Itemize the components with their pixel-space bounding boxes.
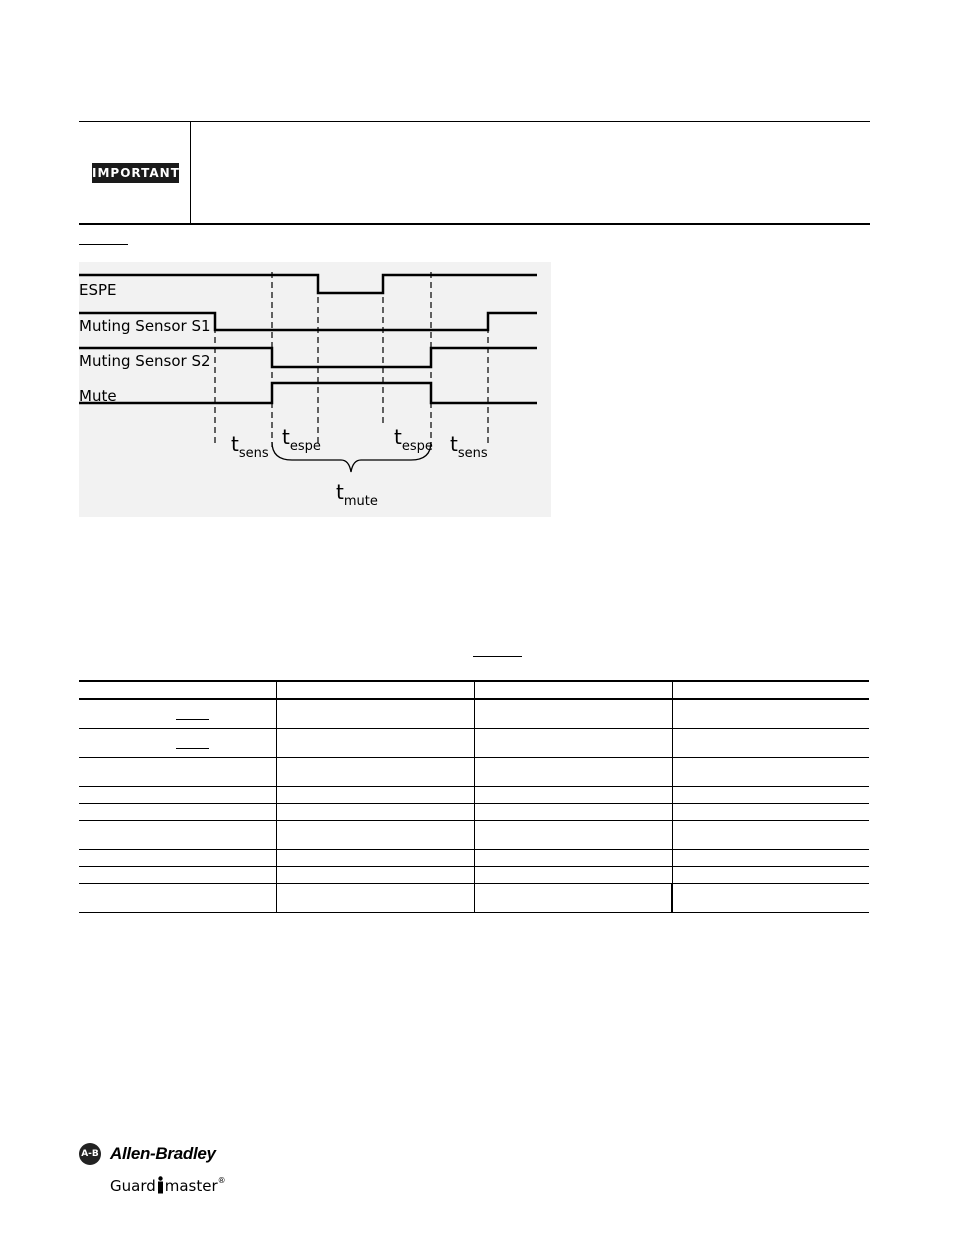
table-row [79,866,869,883]
table-cell [672,728,869,757]
table-row [79,786,869,803]
mute-waveform [79,383,537,403]
table-cell [276,757,474,786]
table-cell [276,849,474,866]
table-row [79,820,869,849]
table-row [79,849,869,866]
timing-diagram-svg [79,262,551,517]
figure-ref-underline [79,244,128,245]
table-cell [474,699,672,728]
signal-label-espe: ESPE [79,281,117,299]
table-row [79,803,869,820]
table-cell [474,883,672,912]
table-cell [474,786,672,803]
table-cell [474,820,672,849]
ab-logo-mark: A-B [79,1143,101,1165]
table-cell [672,866,869,883]
muting-timing-diagram [79,262,551,517]
cell-ref-underline [176,748,209,749]
table-cell [276,866,474,883]
table-cell [79,866,276,883]
table-row [79,699,869,728]
table-cell [276,820,474,849]
table-cell [79,849,276,866]
t-espe-right-label: $t_{espe}$ [394,425,433,454]
registered-mark: ® [217,1176,226,1185]
table-cell [474,803,672,820]
table-header-cell [79,681,276,699]
t-sens-right-label: $t_{sens}$ [450,432,488,461]
table-header-row [79,681,869,699]
table-cell [79,786,276,803]
table-header-cell [276,681,474,699]
signal-label-s1: Muting Sensor S1 [79,317,211,335]
important-badge: IMPORTANT [92,163,179,183]
table-cell [672,786,869,803]
important-divider [190,122,191,223]
table-cell [672,849,869,866]
table-cell [276,699,474,728]
signal-label-mute: Mute [79,387,117,405]
t-mute-label: $t_{mute}$ [336,480,378,509]
guardmaster-figure-icon [156,1176,165,1194]
espe-waveform [79,275,537,293]
table-cell [79,728,276,757]
signal-label-s2: Muting Sensor S2 [79,352,211,370]
product-line [110,1176,226,1195]
table-cell [474,757,672,786]
table-cell [79,803,276,820]
table-row [79,728,869,757]
table-cell [672,883,869,912]
table-cell [79,757,276,786]
t-espe-left-label: $t_{espe}$ [282,425,321,454]
table-cell [276,803,474,820]
specification-table [79,680,869,913]
table-cell [79,820,276,849]
t-sens-left-label: $t_{sens}$ [231,432,269,461]
table-cell [276,883,474,912]
table-cell [672,699,869,728]
table-cell [79,699,276,728]
table-row [79,757,869,786]
table-cell [672,820,869,849]
important-bottom-rule [79,223,870,225]
table-cell [474,728,672,757]
table-cell [672,803,869,820]
table-cell [276,786,474,803]
product-name-part1: Guard [110,1177,156,1195]
product-name-part2: master [164,1177,218,1195]
table-ref-underline [473,656,522,657]
table-cell [672,757,869,786]
table-row [79,883,869,912]
brand-name: Allen-Bradley [110,1144,216,1163]
table-header-cell [474,681,672,699]
table-header-cell [672,681,869,699]
important-top-rule [79,121,870,122]
table-cell [474,849,672,866]
table-cell [276,728,474,757]
cell-ref-underline [176,719,209,720]
table-cell [79,883,276,912]
table-cell [474,866,672,883]
